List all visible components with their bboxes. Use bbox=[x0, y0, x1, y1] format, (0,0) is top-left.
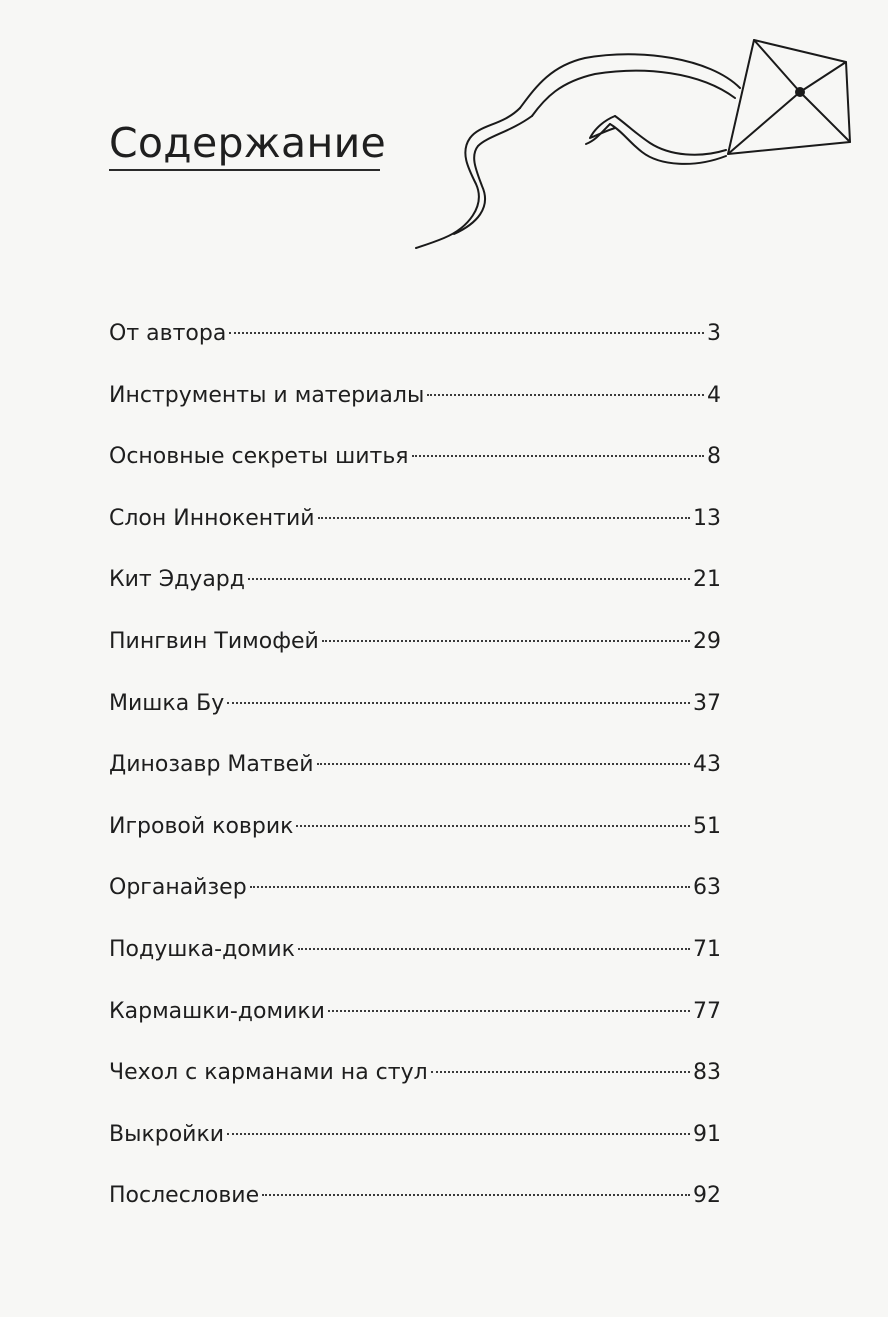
toc-item-title: Кармашки-домики bbox=[109, 998, 325, 1024]
toc-item[interactable] bbox=[109, 1174, 721, 1236]
toc-item[interactable] bbox=[109, 312, 721, 374]
toc-item[interactable] bbox=[109, 743, 721, 805]
toc-item-page: 8 bbox=[707, 444, 721, 470]
toc-item[interactable] bbox=[109, 928, 721, 990]
dot-leader bbox=[412, 455, 704, 457]
toc-item-page: 92 bbox=[693, 1183, 721, 1209]
toc-item[interactable] bbox=[109, 1051, 721, 1113]
dot-leader bbox=[229, 332, 704, 334]
toc-item-title: Основные секреты шитья bbox=[109, 444, 409, 470]
toc-item-title: Послесловие bbox=[109, 1183, 260, 1209]
toc-item[interactable] bbox=[109, 558, 721, 620]
dot-leader bbox=[431, 1071, 690, 1073]
dot-leader bbox=[250, 886, 690, 888]
table-of-contents bbox=[109, 312, 721, 1236]
dot-leader bbox=[322, 640, 690, 642]
toc-item-page: 51 bbox=[693, 813, 721, 839]
dot-leader bbox=[427, 394, 704, 396]
toc-item-title: Пингвин Тимофей bbox=[109, 628, 319, 654]
toc-item-title: Мишка Бу bbox=[109, 690, 225, 716]
dot-leader bbox=[317, 763, 690, 765]
dot-leader bbox=[227, 1133, 690, 1135]
title-underline bbox=[109, 169, 380, 171]
toc-item-page: 21 bbox=[693, 567, 721, 593]
toc-item-page: 29 bbox=[693, 628, 721, 654]
toc-item[interactable] bbox=[109, 497, 721, 559]
toc-item-page: 63 bbox=[693, 875, 721, 901]
dot-leader bbox=[248, 578, 690, 580]
toc-item[interactable] bbox=[109, 990, 721, 1052]
toc-item-page: 91 bbox=[693, 1121, 721, 1147]
toc-item-page: 43 bbox=[693, 752, 721, 778]
toc-item[interactable] bbox=[109, 682, 721, 744]
dot-leader bbox=[296, 825, 690, 827]
toc-item-title: Органайзер bbox=[109, 875, 247, 901]
dot-leader bbox=[298, 948, 690, 950]
toc-item-title: Игровой коврик bbox=[109, 813, 294, 839]
toc-item[interactable] bbox=[109, 866, 721, 928]
toc-item[interactable] bbox=[109, 374, 721, 436]
toc-item-title: Динозавр Матвей bbox=[109, 752, 314, 778]
toc-item[interactable] bbox=[109, 620, 721, 682]
toc-item-page: 71 bbox=[693, 936, 721, 962]
toc-item-page: 83 bbox=[693, 1060, 721, 1086]
toc-item[interactable] bbox=[109, 1113, 721, 1175]
toc-item-title: Выкройки bbox=[109, 1121, 225, 1147]
toc-item-page: 3 bbox=[707, 321, 721, 346]
dot-leader bbox=[328, 1010, 690, 1012]
dot-leader bbox=[318, 517, 690, 519]
toc-item-title: Инструменты и материалы bbox=[109, 382, 425, 408]
toc-item-title: Чехол с карманами на стул bbox=[109, 1060, 428, 1086]
kite-icon bbox=[410, 28, 870, 258]
dot-leader bbox=[227, 702, 690, 704]
toc-item-title: От автора bbox=[109, 321, 227, 346]
toc-item-title: Подушка-домик bbox=[109, 936, 295, 962]
toc-item-title: Кит Эдуард bbox=[109, 567, 245, 593]
toc-item[interactable] bbox=[109, 805, 721, 867]
toc-item[interactable] bbox=[109, 435, 721, 497]
page-title: Содержание bbox=[109, 119, 387, 167]
toc-item-page: 13 bbox=[693, 505, 721, 531]
toc-item-page: 77 bbox=[693, 998, 721, 1024]
toc-item-title: Слон Иннокентий bbox=[109, 505, 315, 531]
dot-leader bbox=[262, 1194, 690, 1196]
toc-item-page: 37 bbox=[693, 690, 721, 716]
toc-item-page: 4 bbox=[707, 382, 721, 408]
